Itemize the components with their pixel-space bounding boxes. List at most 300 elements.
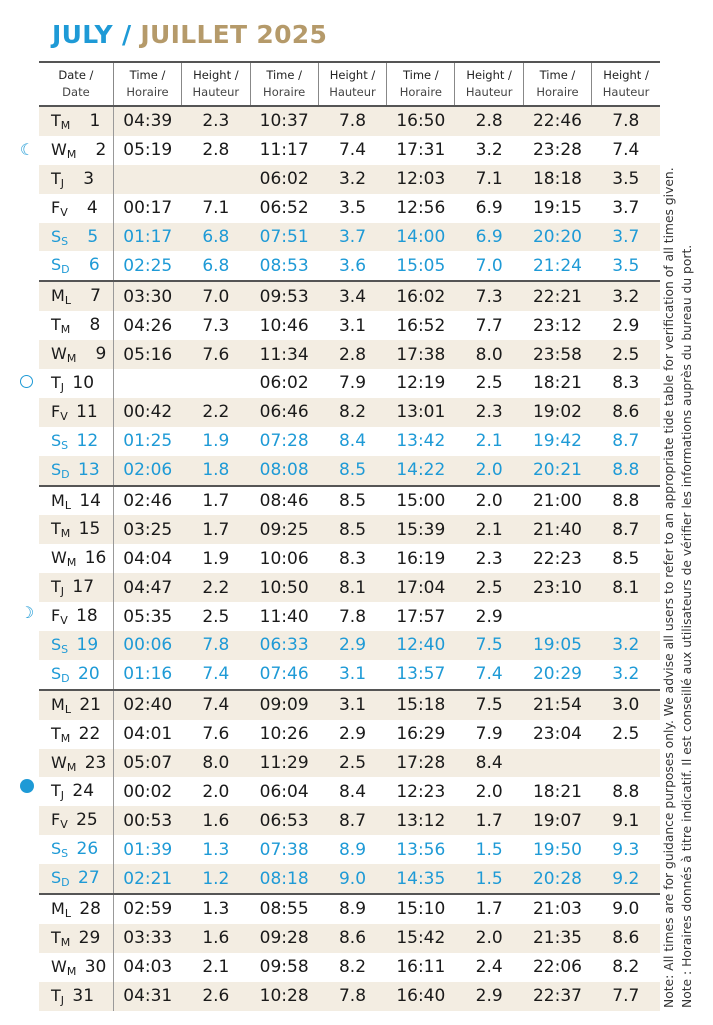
day-letter-en: W bbox=[51, 752, 67, 772]
tide-height-cell: 9.1 bbox=[592, 806, 660, 835]
table-row bbox=[39, 281, 660, 311]
tide-height-cell: 2.9 bbox=[338, 724, 367, 745]
day-letter-en: W bbox=[51, 956, 67, 976]
tide-height-cell: 7.9 bbox=[475, 724, 503, 745]
tide-time-cell: 06:52 bbox=[259, 198, 309, 219]
tide-height-cell: 8.6 bbox=[592, 398, 660, 427]
day-letter-en: S bbox=[51, 663, 62, 683]
day-letter-fr: L bbox=[64, 294, 71, 308]
tide-height-cell: 7.4 bbox=[202, 664, 230, 685]
tide-height-cell: 8.7 bbox=[592, 515, 660, 544]
tide-height-cell: 2.5 bbox=[202, 606, 230, 627]
tide-time-cell: 17:28 bbox=[387, 749, 455, 778]
tide-time-cell: 06:04 bbox=[259, 781, 309, 802]
tide-time-cell: 09:53 bbox=[250, 281, 318, 311]
day-cell bbox=[39, 631, 113, 660]
tide-height-cell: 8.5 bbox=[318, 486, 386, 516]
tide-height-cell: 3.7 bbox=[592, 223, 660, 252]
header-height: Height / Hauteur bbox=[455, 62, 523, 106]
tide-height-cell: 7.6 bbox=[182, 340, 250, 369]
tide-time-cell: 11:34 bbox=[250, 340, 318, 369]
tide-height-cell: 2.0 bbox=[455, 486, 523, 516]
tide-height-cell: 8.7 bbox=[612, 431, 640, 452]
day-letter-en: T bbox=[51, 110, 61, 130]
tide-time-cell: 04:31 bbox=[113, 982, 181, 1011]
tide-time-cell: 12:23 bbox=[396, 781, 446, 802]
tide-height-cell: 2.3 bbox=[455, 398, 523, 427]
tide-height-cell: 8.5 bbox=[318, 515, 386, 544]
tide-time-cell: 21:40 bbox=[523, 515, 591, 544]
tide-time-cell bbox=[523, 602, 591, 631]
day-number: 6 bbox=[88, 255, 100, 276]
day-letter-fr: D bbox=[61, 876, 70, 890]
tide-time-cell: 21:03 bbox=[523, 894, 591, 924]
tide-height-cell: 1.5 bbox=[475, 839, 503, 860]
tide-height-cell: 2.3 bbox=[182, 106, 250, 136]
table-row bbox=[39, 106, 660, 136]
tide-height-cell: 1.3 bbox=[202, 839, 230, 860]
tide-time-cell: 23:28 bbox=[532, 140, 582, 161]
tide-height-cell: 3.6 bbox=[338, 255, 367, 276]
tide-height-cell: 3.5 bbox=[592, 165, 660, 194]
day-letter-fr: M bbox=[60, 527, 71, 541]
tide-time-cell: 01:16 bbox=[123, 664, 173, 685]
tide-table bbox=[39, 61, 660, 1011]
tide-height-cell: 7.5 bbox=[455, 631, 523, 660]
day-cell bbox=[39, 251, 113, 281]
day-letter-fr: L bbox=[64, 906, 71, 920]
tide-time-cell: 06:33 bbox=[250, 631, 318, 660]
day-letter-fr: M bbox=[60, 935, 71, 949]
table-row bbox=[39, 573, 660, 602]
tide-time-cell: 22:46 bbox=[523, 106, 591, 136]
day-cell bbox=[39, 602, 113, 631]
day-cell bbox=[39, 486, 113, 516]
table-row bbox=[39, 515, 660, 544]
day-number: 31 bbox=[72, 985, 95, 1006]
day-letter-fr: J bbox=[60, 176, 65, 190]
disclaimer-note bbox=[660, 167, 696, 1008]
tide-height-cell: 1.7 bbox=[455, 894, 523, 924]
day-letter-en: W bbox=[51, 139, 67, 159]
tide-time-cell: 15:05 bbox=[396, 255, 446, 276]
day-number: 18 bbox=[76, 606, 98, 627]
table-row bbox=[39, 982, 660, 1011]
tide-time-cell: 13:12 bbox=[387, 806, 455, 835]
table-row bbox=[39, 311, 660, 340]
tide-time-cell: 04:26 bbox=[123, 315, 173, 336]
tide-time-cell: 04:03 bbox=[123, 957, 173, 978]
day-letter-fr: L bbox=[64, 702, 71, 716]
tide-time-cell: 16:02 bbox=[387, 281, 455, 311]
tide-height-cell: 9.2 bbox=[592, 864, 660, 894]
tide-time-cell: 01:39 bbox=[123, 839, 173, 860]
day-letter-fr: J bbox=[60, 380, 65, 394]
title-month-fr: JUILLET 2025 bbox=[140, 20, 328, 49]
day-letter-en: S bbox=[51, 459, 62, 479]
tide-height-cell: 2.0 bbox=[455, 456, 523, 486]
day-cell bbox=[39, 311, 113, 340]
tide-time-cell: 06:46 bbox=[250, 398, 318, 427]
day-letter-fr: S bbox=[61, 847, 69, 861]
tide-time-cell: 16:29 bbox=[396, 724, 446, 745]
tide-height-cell: 2.8 bbox=[202, 140, 230, 161]
tide-time-cell: 11:29 bbox=[250, 749, 318, 778]
day-letter-en: F bbox=[51, 197, 61, 217]
day-letter-fr: V bbox=[60, 614, 68, 628]
day-number: 27 bbox=[78, 868, 100, 889]
table-row bbox=[39, 398, 660, 427]
tide-height-cell: 2.2 bbox=[182, 573, 250, 602]
tide-time-cell: 20:28 bbox=[523, 864, 591, 894]
day-cell bbox=[39, 456, 113, 486]
tide-height-cell: 1.9 bbox=[202, 548, 230, 569]
tide-height-cell: 8.1 bbox=[318, 573, 386, 602]
day-cell bbox=[39, 573, 113, 602]
day-number: 11 bbox=[76, 401, 98, 422]
day-number: 26 bbox=[76, 839, 99, 860]
table-row bbox=[39, 690, 660, 720]
tide-height-cell: 6.9 bbox=[475, 198, 503, 219]
day-letter-fr: M bbox=[66, 760, 77, 774]
day-number: 14 bbox=[79, 490, 101, 511]
tide-time-cell: 15:42 bbox=[387, 924, 455, 953]
day-letter-en: T bbox=[51, 723, 61, 743]
header-time: Time / Horaire bbox=[387, 62, 455, 106]
day-number: 2 bbox=[95, 139, 107, 160]
tide-height-cell: 2.8 bbox=[455, 106, 523, 136]
tide-height-cell: 7.8 bbox=[318, 106, 386, 136]
day-cell bbox=[39, 136, 113, 165]
tide-height-cell: 1.6 bbox=[182, 806, 250, 835]
tide-time-cell: 02:25 bbox=[123, 255, 173, 276]
tide-time-cell: 11:40 bbox=[259, 606, 309, 627]
tide-height-cell: 7.8 bbox=[318, 982, 386, 1011]
tide-height-cell: 2.1 bbox=[455, 515, 523, 544]
tide-time-cell: 08:46 bbox=[250, 486, 318, 516]
day-letter-en: F bbox=[51, 606, 61, 626]
tide-time-cell: 19:50 bbox=[532, 839, 582, 860]
tide-height-cell: 1.2 bbox=[182, 864, 250, 894]
tide-time-cell: 12:19 bbox=[396, 373, 446, 394]
tide-time-cell: 08:08 bbox=[250, 456, 318, 486]
day-cell bbox=[39, 369, 113, 398]
table-row bbox=[39, 749, 660, 778]
tide-height-cell: 9.0 bbox=[318, 864, 386, 894]
tide-height-cell: 8.6 bbox=[592, 924, 660, 953]
tide-height-cell: 2.3 bbox=[475, 548, 503, 569]
tide-time-cell: 14:35 bbox=[387, 864, 455, 894]
table-row bbox=[39, 602, 660, 631]
tide-time-cell: 10:46 bbox=[259, 315, 309, 336]
tide-time-cell: 02:59 bbox=[113, 894, 181, 924]
table-row bbox=[39, 194, 660, 223]
day-letter-fr: V bbox=[60, 409, 68, 423]
tide-time-cell: 05:07 bbox=[113, 749, 181, 778]
tide-time-cell: 04:39 bbox=[113, 106, 181, 136]
tide-time-cell bbox=[113, 369, 181, 398]
tide-height-cell: 3.2 bbox=[318, 165, 386, 194]
day-number: 8 bbox=[89, 315, 101, 336]
tide-time-cell: 05:16 bbox=[113, 340, 181, 369]
table-row bbox=[39, 835, 660, 864]
tide-time-cell: 23:12 bbox=[532, 315, 582, 336]
tide-time-cell: 16:19 bbox=[396, 548, 446, 569]
tide-height-cell: 1.7 bbox=[455, 806, 523, 835]
table-row bbox=[39, 369, 660, 398]
day-number: 28 bbox=[79, 898, 101, 919]
first-quarter-icon: ☽ bbox=[19, 602, 35, 622]
day-cell bbox=[39, 777, 113, 806]
tide-time-cell: 21:00 bbox=[523, 486, 591, 516]
tide-height-cell: 6.9 bbox=[455, 223, 523, 252]
day-letter-en: S bbox=[51, 430, 62, 450]
day-number: 10 bbox=[72, 372, 95, 393]
tide-time-cell: 15:10 bbox=[387, 894, 455, 924]
day-cell bbox=[39, 749, 113, 778]
tide-height-cell: 1.5 bbox=[455, 864, 523, 894]
day-letter-fr: M bbox=[66, 556, 77, 570]
tide-time-cell: 07:38 bbox=[259, 839, 309, 860]
tide-height-cell: 1.9 bbox=[202, 431, 230, 452]
tide-time-cell: 09:28 bbox=[250, 924, 318, 953]
tide-height-cell bbox=[182, 369, 250, 398]
tide-time-cell: 04:47 bbox=[113, 573, 181, 602]
tide-height-cell: 7.4 bbox=[338, 140, 367, 161]
table-row bbox=[39, 924, 660, 953]
day-number: 15 bbox=[78, 519, 101, 540]
tide-time-cell: 15:18 bbox=[387, 690, 455, 720]
header-height: Height / Hauteur bbox=[182, 62, 250, 106]
tide-height-cell: 8.0 bbox=[182, 749, 250, 778]
tide-time-cell: 02:21 bbox=[113, 864, 181, 894]
day-number: 17 bbox=[72, 577, 95, 598]
tide-time-cell: 23:04 bbox=[532, 724, 582, 745]
day-letter-en: T bbox=[51, 577, 61, 597]
tide-height-cell: 8.8 bbox=[592, 456, 660, 486]
day-cell bbox=[39, 544, 113, 573]
tide-time-cell: 17:31 bbox=[396, 140, 446, 161]
day-cell bbox=[39, 953, 113, 982]
tide-height-cell: 7.8 bbox=[182, 631, 250, 660]
day-letter-en: M bbox=[51, 694, 65, 714]
tide-height-cell: 3.4 bbox=[318, 281, 386, 311]
day-letter-en: M bbox=[51, 286, 65, 306]
tide-time-cell: 22:06 bbox=[532, 957, 582, 978]
tide-time-cell: 07:28 bbox=[259, 431, 309, 452]
tide-height-cell: 1.3 bbox=[182, 894, 250, 924]
tide-time-cell: 09:09 bbox=[250, 690, 318, 720]
day-letter-en: T bbox=[51, 985, 61, 1005]
tide-height-cell: 2.9 bbox=[455, 982, 523, 1011]
tide-time-cell: 09:25 bbox=[250, 515, 318, 544]
day-cell bbox=[39, 806, 113, 835]
tide-height-cell: 8.3 bbox=[612, 373, 640, 394]
title-month-en: JULY bbox=[52, 20, 113, 49]
table-row bbox=[39, 953, 660, 982]
day-number: 12 bbox=[76, 430, 99, 451]
day-letter-en: S bbox=[51, 634, 62, 654]
tide-time-cell: 16:52 bbox=[396, 315, 446, 336]
tide-time-cell bbox=[523, 749, 591, 778]
tide-height-cell: 3.5 bbox=[612, 255, 640, 276]
title-separator: / bbox=[112, 20, 141, 49]
table-row bbox=[39, 631, 660, 660]
tide-time-cell: 08:53 bbox=[259, 255, 309, 276]
tide-time-cell: 08:55 bbox=[250, 894, 318, 924]
tide-height-cell: 3.2 bbox=[475, 140, 503, 161]
day-number: 9 bbox=[95, 344, 107, 365]
tide-height-cell: 3.2 bbox=[612, 664, 640, 685]
tide-height-cell: 7.1 bbox=[455, 165, 523, 194]
table-row bbox=[39, 456, 660, 486]
day-cell bbox=[39, 340, 113, 369]
tide-time-cell: 23:58 bbox=[523, 340, 591, 369]
tide-time-cell: 23:10 bbox=[523, 573, 591, 602]
tide-time-cell: 00:42 bbox=[113, 398, 181, 427]
tide-time-cell: 18:21 bbox=[532, 781, 582, 802]
tide-height-cell: 2.1 bbox=[475, 431, 503, 452]
tide-height-cell: 7.4 bbox=[182, 690, 250, 720]
day-cell bbox=[39, 106, 113, 136]
day-letter-en: T bbox=[51, 519, 61, 539]
tide-height-cell: 8.1 bbox=[592, 573, 660, 602]
tide-time-cell: 12:40 bbox=[387, 631, 455, 660]
tide-height-cell: 2.6 bbox=[182, 982, 250, 1011]
tide-time-cell: 14:00 bbox=[387, 223, 455, 252]
day-letter-en: S bbox=[51, 255, 62, 275]
tide-height-cell: 8.8 bbox=[592, 486, 660, 516]
day-letter-fr: D bbox=[61, 467, 70, 481]
table-row bbox=[39, 720, 660, 749]
day-letter-fr: J bbox=[60, 585, 65, 599]
table-row bbox=[39, 777, 660, 806]
tide-height-cell: 7.4 bbox=[475, 664, 503, 685]
tide-time-cell: 17:38 bbox=[387, 340, 455, 369]
tide-height-cell: 7.7 bbox=[475, 315, 503, 336]
full-moon-icon bbox=[20, 375, 33, 388]
tide-time-cell: 15:39 bbox=[387, 515, 455, 544]
day-letter-en: T bbox=[51, 315, 61, 335]
day-letter-en: S bbox=[51, 839, 62, 859]
tide-height-cell: 2.8 bbox=[318, 340, 386, 369]
day-number: 1 bbox=[89, 110, 101, 131]
tide-time-cell: 19:15 bbox=[532, 198, 582, 219]
tide-time-cell: 13:56 bbox=[396, 839, 446, 860]
tide-time-cell: 07:51 bbox=[250, 223, 318, 252]
tide-height-cell: 7.0 bbox=[182, 281, 250, 311]
tide-time-cell: 22:23 bbox=[532, 548, 582, 569]
day-cell bbox=[39, 398, 113, 427]
day-cell bbox=[39, 982, 113, 1011]
disclaimer-fr: Note : Horaires donnés à titre indicatif. Il est conseillé aux utilisateurs de vérifier les informations auprès du bureau du port. bbox=[680, 244, 694, 1008]
day-number: 13 bbox=[78, 459, 100, 480]
tide-height-cell: 7.5 bbox=[455, 690, 523, 720]
day-letter-fr: M bbox=[66, 352, 77, 366]
tide-height-cell: 8.4 bbox=[338, 431, 367, 452]
tide-time-cell: 01:17 bbox=[113, 223, 181, 252]
tide-time-cell: 02:46 bbox=[113, 486, 181, 516]
day-letter-fr: M bbox=[66, 147, 77, 161]
day-number: 22 bbox=[78, 723, 101, 744]
tide-time-cell: 09:58 bbox=[259, 957, 309, 978]
tide-height-cell: 8.4 bbox=[338, 781, 367, 802]
tide-height-cell: 8.6 bbox=[318, 924, 386, 953]
tide-time-cell: 20:21 bbox=[523, 456, 591, 486]
tide-height-cell: 9.3 bbox=[612, 839, 640, 860]
table-row bbox=[39, 136, 660, 165]
day-number: 24 bbox=[72, 781, 95, 802]
tide-height-cell: 3.1 bbox=[338, 315, 367, 336]
tide-height-cell: 3.1 bbox=[338, 664, 367, 685]
tide-height-cell: 6.8 bbox=[182, 223, 250, 252]
day-cell bbox=[39, 720, 113, 749]
tide-height-cell: 7.7 bbox=[592, 982, 660, 1011]
day-letter-fr: V bbox=[60, 205, 68, 219]
new-moon-icon bbox=[20, 779, 34, 793]
day-number: 29 bbox=[78, 927, 101, 948]
tide-time-cell: 10:06 bbox=[259, 548, 309, 569]
day-cell bbox=[39, 660, 113, 690]
table-row bbox=[39, 427, 660, 456]
day-letter-en: T bbox=[51, 168, 61, 188]
tide-time-cell: 13:42 bbox=[396, 431, 446, 452]
day-cell bbox=[39, 427, 113, 456]
tide-height-cell: 8.9 bbox=[318, 894, 386, 924]
tide-height-cell: 8.4 bbox=[455, 749, 523, 778]
day-letter-en: S bbox=[51, 226, 62, 246]
tide-height-cell: 8.9 bbox=[338, 839, 367, 860]
tide-time-cell: 20:20 bbox=[523, 223, 591, 252]
tide-time-cell: 22:37 bbox=[523, 982, 591, 1011]
day-cell bbox=[39, 515, 113, 544]
tide-time-cell: 16:50 bbox=[387, 106, 455, 136]
tide-height-cell: 8.5 bbox=[612, 548, 640, 569]
tide-time-cell: 21:35 bbox=[523, 924, 591, 953]
tide-time-cell: 00:17 bbox=[123, 198, 173, 219]
tide-height-cell: 7.1 bbox=[202, 198, 230, 219]
header-height: Height / Hauteur bbox=[592, 62, 660, 106]
tide-time-cell: 01:25 bbox=[123, 431, 173, 452]
day-letter-en: T bbox=[51, 372, 61, 392]
tide-time-cell: 03:30 bbox=[113, 281, 181, 311]
table-row bbox=[39, 486, 660, 516]
tide-time-cell: 12:03 bbox=[387, 165, 455, 194]
day-number: 5 bbox=[87, 226, 99, 247]
page-title bbox=[52, 20, 327, 49]
tide-height-cell: 8.3 bbox=[338, 548, 367, 569]
day-cell bbox=[39, 924, 113, 953]
tide-height-cell: 8.2 bbox=[612, 957, 640, 978]
tide-height-cell: 2.5 bbox=[612, 724, 640, 745]
day-letter-fr: S bbox=[61, 438, 69, 452]
header-height: Height / Hauteur bbox=[318, 62, 386, 106]
tide-time-cell: 14:22 bbox=[387, 456, 455, 486]
tide-height-cell: 3.5 bbox=[338, 198, 367, 219]
tide-time-cell: 04:01 bbox=[123, 724, 173, 745]
tide-height-cell bbox=[592, 602, 660, 631]
tide-height-cell: 8.0 bbox=[455, 340, 523, 369]
table-header-row bbox=[39, 62, 660, 106]
tide-height-cell: 8.5 bbox=[318, 456, 386, 486]
tide-time-cell: 18:21 bbox=[532, 373, 582, 394]
tide-time-cell: 03:33 bbox=[113, 924, 181, 953]
tide-time-cell: 22:21 bbox=[523, 281, 591, 311]
day-letter-en: T bbox=[51, 781, 61, 801]
day-number: 25 bbox=[76, 810, 98, 831]
tide-time-cell: 10:28 bbox=[250, 982, 318, 1011]
tide-time-cell: 15:00 bbox=[387, 486, 455, 516]
